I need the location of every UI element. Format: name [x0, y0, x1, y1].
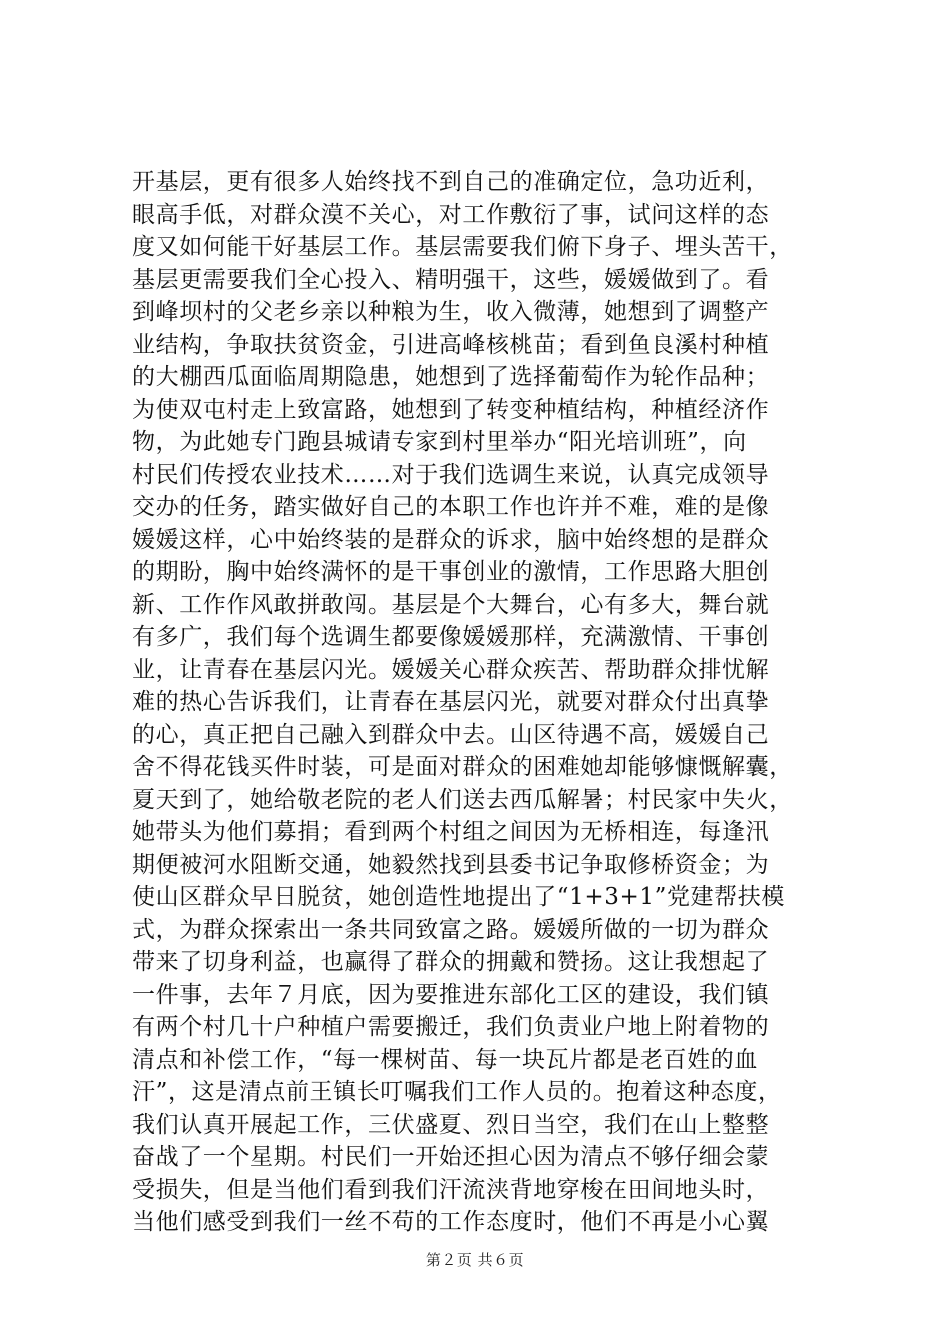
- text-line: 难的热心告诉我们，让青春在基层闪光，就要对群众付出真挚: [132, 689, 770, 715]
- text-line: 舍不得花钱买件时装，可是面对群众的困难她却能够慷慨解囊，: [132, 754, 793, 780]
- text-line: 的心，真正把自己融入到群众中去。山区待遇不高，媛媛自己: [132, 721, 770, 748]
- text-line: 交办的任务，踏实做好自己的本职工作也许并不难，难的是像: [132, 494, 770, 520]
- text-line: 奋战了一个星期。村民们一开始还担心因为清点不够仔细会蒙: [132, 1144, 770, 1170]
- text-line: 受损失，但是当他们看到我们汗流浃背地穿梭在田间地头时，: [132, 1176, 770, 1203]
- text-line: 式，为群众探索出一条共同致富之路。媛媛所做的一切为群众: [132, 916, 770, 943]
- text-line: 清点和补偿工作，“每一棵树苗、每一块瓦片都是老百姓的血: [132, 1046, 758, 1073]
- text-line: 使山区群众早日脱贫，她创造性地提出了“1+3+1”党建帮扶模: [132, 884, 785, 910]
- text-line: 业结构，争取扶贫资金，引进高峰核桃苗；看到鱼良溪村种植: [132, 331, 770, 358]
- text-line: 为使双屯村走上致富路，她想到了转变种植结构，种植经济作: [132, 396, 770, 423]
- text-line: 的大棚西瓜面临周期隐患，她想到了选择葡萄作为轮作品种；: [132, 364, 770, 390]
- text-line: 有多广，我们每个选调生都要像媛媛那样，充满激情、干事创: [132, 624, 770, 650]
- text-line: 我们认真开展起工作，三伏盛夏、烈日当空，我们在山上整整: [132, 1111, 770, 1138]
- text-line: 眼高手低，对群众漠不关心，对工作敷衍了事，试问这样的态: [132, 201, 770, 228]
- text-line: 夏天到了，她给敬老院的老人们送去西瓜解暑；村民家中失火，: [132, 786, 793, 813]
- text-line: 度又如何能干好基层工作。基层需要我们俯下身子、埋头苦干，: [132, 234, 793, 260]
- body-text: [132, 166, 832, 1239]
- text-line: 到峰坝村的父老乡亲以种粮为生，收入微薄，她想到了调整产: [132, 299, 770, 325]
- text-line: 的期盼，胸中始终满怀的是干事创业的激情，工作思路大胆创: [132, 559, 770, 585]
- text-line: 有两个村几十户种植户需要搬迁，我们负责业户地上附着物的: [132, 1014, 770, 1040]
- text-line: 期便被河水阻断交通，她毅然找到县委书记争取修桥资金；为: [132, 851, 770, 878]
- text-line: 她带头为他们募捐；看到两个村组之间因为无桥相连，每逢汛: [132, 819, 770, 845]
- text-line: 开基层，更有很多人始终找不到自己的准确定位，急功近利，: [132, 169, 770, 195]
- text-line: 汗”，这是清点前王镇长叮嘱我们工作人员的。抱着这种态度，: [132, 1079, 782, 1105]
- text-line: 物，为此她专门跑县城请专家到村里举办“阳光培训班”，向: [132, 429, 747, 455]
- text-line: 业，让青春在基层闪光。媛媛关心群众疾苦、帮助群众排忧解: [132, 656, 770, 683]
- text-line: 当他们感受到我们一丝不苟的工作态度时，他们不再是小心翼: [132, 1209, 770, 1235]
- text-line: 基层更需要我们全心投入、精明强干，这些，媛媛做到了。看: [132, 266, 770, 293]
- text-line: 媛媛这样，心中始终装的是群众的诉求，脑中始终想的是群众: [132, 526, 770, 553]
- text-line: 村民们传授农业技术……对于我们选调生来说，认真完成领导: [132, 461, 770, 488]
- text-line: 新、工作作风敢拼敢闯。基层是个大舞台，心有多大，舞台就: [132, 591, 770, 618]
- page-footer: 第２页 共６页: [425, 1251, 525, 1269]
- text-line: 带来了切身利益，也赢得了群众的拥戴和赞扬。这让我想起了: [132, 949, 770, 975]
- text-line: 一件事，去年７月底，因为要推进东部化工区的建设，我们镇: [132, 981, 770, 1008]
